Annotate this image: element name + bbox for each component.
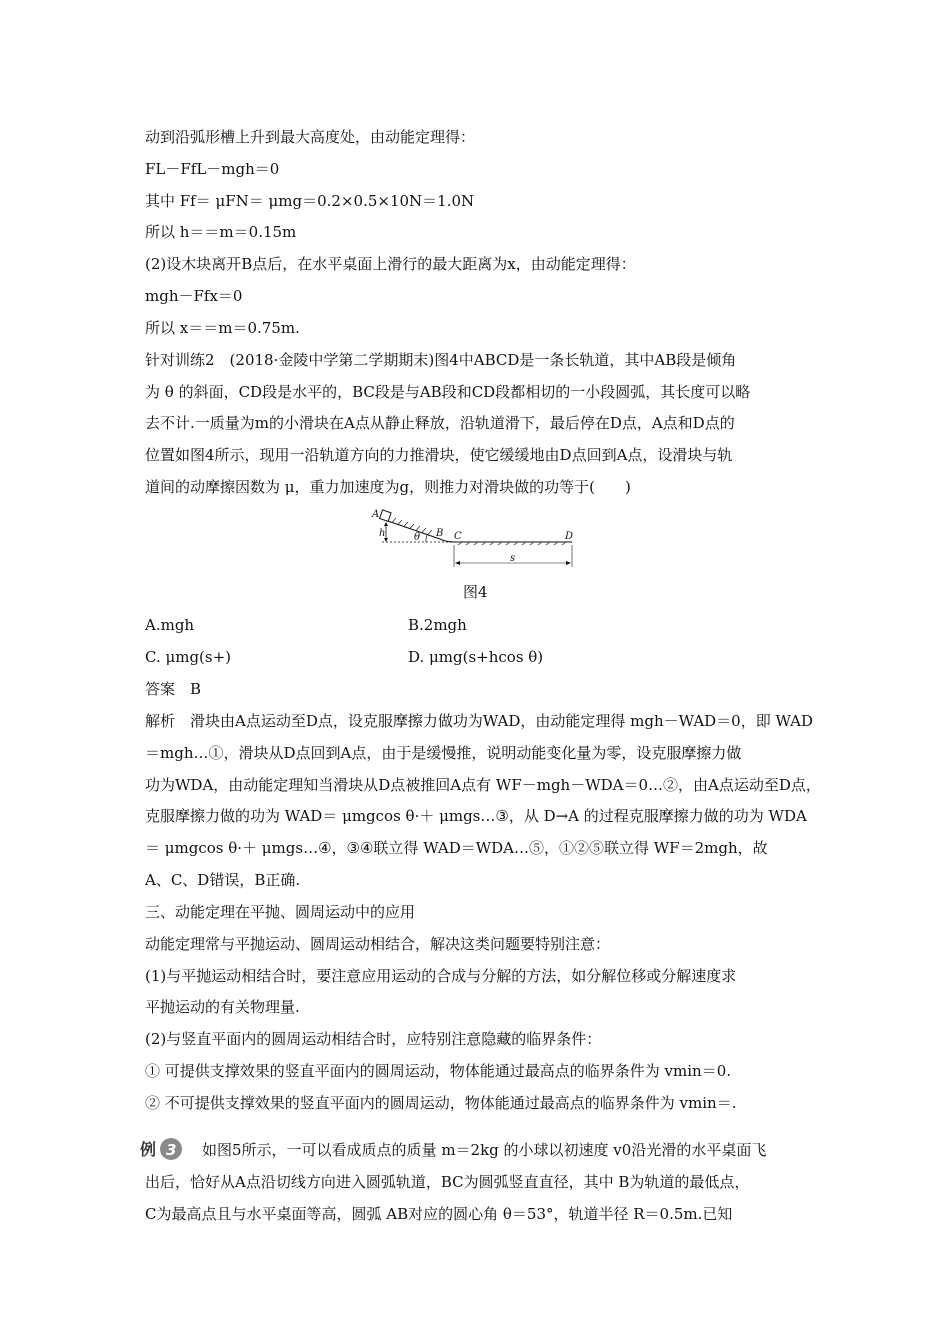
incline-track-diagram	[370, 505, 610, 573]
label-b: B	[436, 528, 444, 539]
analysis-line-5: ＝ μmgcos θ·＋ μmgs…④，③④联立得 WAD＝WDA…⑤，①②⑤联立得 WF＝2mgh，故	[145, 839, 768, 857]
example-badge	[140, 1136, 200, 1162]
analysis-line-6: A、C、D错误，B正确.	[145, 871, 301, 889]
slider-block	[380, 510, 391, 521]
figure-caption: 图4	[463, 583, 488, 601]
label-c: C	[454, 531, 462, 542]
example-line-1: 如图5所示，一可以看成质点的质量 m＝2kg 的小球以初速度 v0沿光滑的水平桌面飞	[202, 1141, 767, 1159]
label-s: s	[510, 553, 516, 564]
solution-line-7: 所以 x＝＝m＝0.75m.	[145, 319, 300, 337]
section-line-3: 平抛运动的有关物理量.	[145, 998, 300, 1016]
theta-arc	[426, 535, 427, 542]
solution-line-2: FL－FfL－mgh＝0	[145, 160, 280, 178]
example-badge-number: 3	[166, 1141, 177, 1159]
problem-line-2: 为 θ 的斜面，CD段是水平的，BC段是与AB段和CD段都相切的一小段圆弧，其长度可以略	[145, 383, 751, 401]
analysis-line-2: ＝mgh…①，滑块从D点回到A点，由于是缓慢推，说明动能变化量为零，设克服摩擦力做	[145, 744, 742, 762]
label-h: h	[379, 528, 386, 539]
section-line-5: ① 可提供支撑效果的竖直平面内的圆周运动，物体能通过最高点的临界条件为 vmin＝0.	[145, 1062, 732, 1080]
option-d: D. μmg(s+hcos θ)	[408, 648, 544, 666]
problem-line-1: 针对训练2 (2018·金陵中学第二学期期末)图4中ABCD是一条长轨道，其中AB段是倾角	[145, 351, 737, 369]
analysis-line-3: 功为WDA，由动能定理知当滑块从D点被推回A点有 WF－mgh－WDA＝0…②，由A点运动至D点，	[145, 776, 821, 794]
option-c: C. μmg(s+)	[145, 648, 232, 666]
analysis-line-4: 克服摩擦力做的功为 WAD＝ μmgcos θ·＋ μmgs…③，从 D→A 的过程克服摩擦力做的功为 WDA	[145, 807, 807, 825]
analysis-line-1: 解析 滑块由A点运动至D点，设克服摩擦力做功为WAD，由动能定理得 mgh－WAD＝0，即 WAD	[145, 712, 814, 730]
option-a: A.mgh	[145, 616, 195, 634]
problem-line-4: 位置如图4所示，现用一沿轨道方向的力推滑块，使它缓缓地由D点回到A点，设滑块与轨	[145, 446, 733, 464]
section-line-6: ② 不可提供支撑效果的竖直平面内的圆周运动，物体能通过最高点的临界条件为 vmin＝.	[145, 1094, 737, 1112]
slope-line	[382, 519, 440, 539]
label-a: A	[372, 509, 380, 520]
height-arrow-head-top	[384, 522, 388, 526]
section-line-2: (1)与平抛运动相结合时，要注意应用运动的合成与分解的方法，如分解位移或分解速度求	[145, 967, 737, 985]
section-title: 三、动能定理在平抛、圆周运动中的应用	[145, 903, 416, 921]
solution-line-1: 动到沿弧形槽上升到最大高度处，由动能定理得：	[145, 128, 476, 146]
solution-line-3: 其中 Ff＝ μFN＝ μmg＝0.2×0.5×10N＝1.0N	[145, 192, 475, 210]
example-badge-label: 例	[140, 1140, 157, 1159]
section-line-1: 动能定理常与平抛运动、圆周运动相结合，解决这类问题要特别注意：	[145, 935, 611, 953]
label-theta: θ	[414, 532, 421, 543]
solution-line-6: mgh－Ffx＝0	[145, 287, 243, 305]
section-line-4: (2)与竖直平面内的圆周运动相结合时，应特别注意隐藏的临界条件：	[145, 1030, 602, 1048]
solution-line-4: 所以 h＝＝m＝0.15m	[145, 223, 297, 241]
solution-line-5: (2)设木块离开B点后，在水平桌面上滑行的最大距离为x，由动能定理得：	[145, 255, 636, 273]
example-line-3: C为最高点且与水平桌面等高，圆弧 AB对应的圆心角 θ＝53°，轨道半径 R＝0.5m.已知	[145, 1205, 733, 1223]
arc-bc	[440, 539, 454, 542]
problem-line-3: 去不计.一质量为m的小滑块在A点从静止释放，沿轨道滑下，最后停在D点，A点和D点的	[145, 414, 735, 432]
answer: 答案 B	[145, 680, 202, 698]
example-line-2: 出后，恰好从A点沿切线方向进入圆弧轨道，BC为圆弧竖直直径，其中 B为轨道的最低点，	[145, 1173, 750, 1191]
s-arrow-right	[566, 561, 571, 565]
label-d: D	[565, 531, 574, 542]
option-b: B.2mgh	[408, 616, 467, 634]
s-arrow-left	[455, 561, 460, 565]
example-badge-icon	[140, 1136, 188, 1162]
problem-line-5: 道间的动摩擦因数为 μ，重力加速度为g，则推力对滑块做的功等于( )	[145, 478, 631, 496]
slope-hatching	[392, 518, 432, 535]
